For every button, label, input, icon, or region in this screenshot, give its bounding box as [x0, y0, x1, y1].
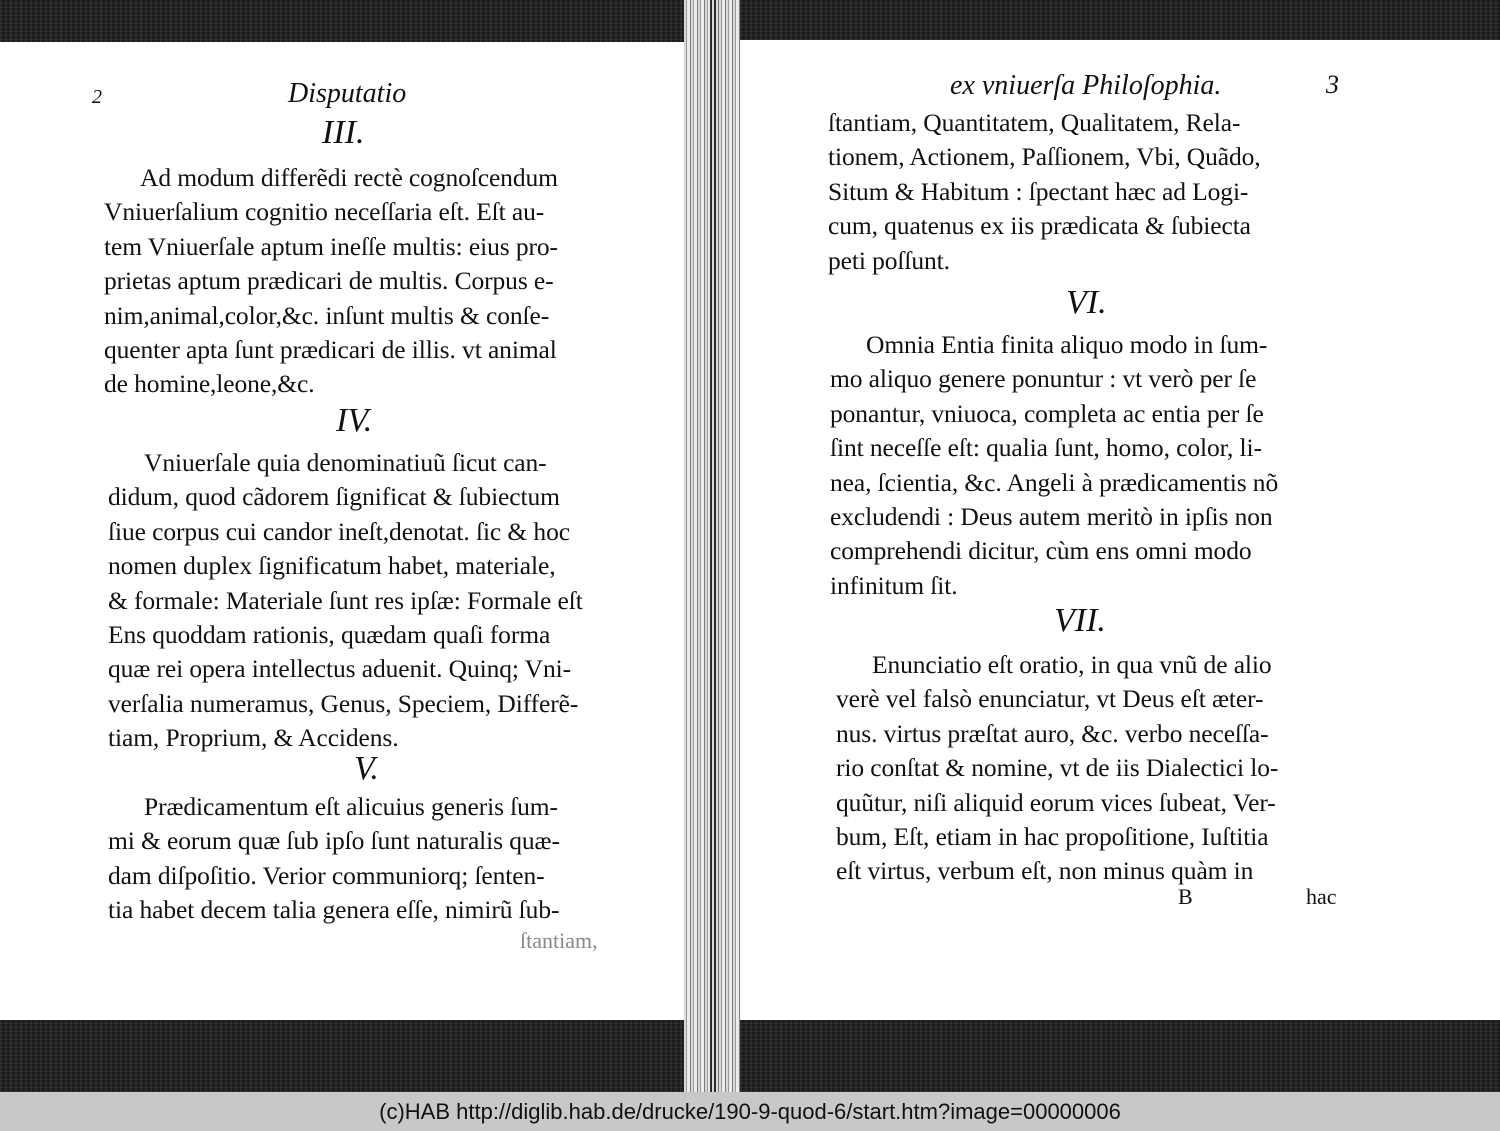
text-line: infinitum ſit.: [830, 570, 958, 600]
section-numeral-vi: VI.: [1066, 284, 1107, 321]
text-line: ſtantiam, Quantitatem, Qualitatem, Rela-: [828, 108, 1241, 137]
text-line: dam diſpoſitio. Verior communiorq; ſenten-: [108, 860, 545, 890]
continuation-text: [828, 106, 1261, 278]
text-line: Ens quoddam rationis, quædam quaſi forma: [108, 619, 551, 649]
text-line: tionem, Actionem, Paſſionem, Vbi, Quãdo,: [828, 142, 1261, 172]
text-line: nus. virtus præſtat auro, &c. verbo neceſſa-: [836, 718, 1269, 748]
text-line: Vniuerſalium cognitio neceſſaria eſt. Eſt au-: [104, 197, 545, 227]
section-vii-text: [836, 648, 1278, 889]
left-folio: 2: [92, 86, 102, 108]
text-line: nomen duplex ſignificatum habet, materiale,: [108, 551, 556, 581]
text-line: cum, quatenus ex iis prædicata & ſubiecta: [828, 211, 1251, 241]
text-line: verè vel falsò enunciatur, vt Deus eſt æter-: [836, 684, 1264, 714]
text-line: Situm & Habitum : ſpectant hæc ad Logi-: [828, 176, 1249, 206]
right-catchword: hac: [1306, 884, 1337, 909]
signature-mark: B: [1178, 884, 1193, 909]
text-line: peti poſſunt.: [828, 245, 950, 275]
text-line: didum, quod cãdorem ſignificat & ſubiectum: [108, 482, 560, 512]
text-line: quenter apta ſunt prædicari de illis. vt animal: [104, 334, 557, 364]
text-line: ſiue corpus cui candor ineſt,denotat. ſic & hoc: [108, 516, 570, 546]
text-line: ſint neceſſe eſt: qualia ſunt, homo, color, li-: [830, 433, 1262, 463]
right-folio: 3: [1326, 70, 1339, 99]
text-line: mi & eorum quæ ſub ipſo ſunt naturalis quæ-: [108, 826, 560, 856]
section-vi-text: [830, 328, 1278, 603]
left-running-title: Disputatio: [288, 78, 407, 109]
text-line: comprehendi dicitur, cùm ens omni modo: [830, 536, 1252, 566]
section-numeral-vii: VII.: [1054, 602, 1106, 639]
text-line: de homine,leone,&c.: [104, 369, 315, 399]
left-catchword: ſtantiam,: [520, 928, 598, 953]
text-line: mo aliquo genere ponuntur : vt verò per ſe: [830, 364, 1257, 394]
gutter-fold: [710, 0, 718, 1092]
left-page: [0, 42, 684, 1020]
text-line: verſalia numeramus, Genus, Speciem, Differẽ-: [108, 688, 579, 718]
section-numeral-iii: III.: [322, 114, 365, 151]
section-iv-text: [108, 446, 583, 756]
text-line: Enunciatio eſt oratio, in qua vnũ de alio: [872, 650, 1272, 679]
book-gutter: [684, 0, 740, 1092]
section-v-text: [108, 790, 560, 928]
right-running-title: ex vniuerſa Philoſophia.: [950, 70, 1222, 101]
text-line: ponantur, vniuoca, completa ac entia per ſe: [830, 398, 1264, 428]
text-line: tia habet decem talia genera eſſe, nimirũ ſub-: [108, 895, 560, 925]
credit-text: (c)HAB http://diglib.hab.de/drucke/190-9-quod-6/start.htm?image=00000006: [379, 1098, 1121, 1124]
text-line: tem Vniuerſale aptum ineſſe multis: eius pro-: [104, 231, 558, 261]
text-line: quæ rei opera intellectus aduenit. Quinq; Vni-: [108, 654, 572, 684]
text-line: Vniuerſale quia denominatiuũ ſicut can-: [144, 448, 547, 477]
credit-footer: [0, 1092, 1500, 1131]
text-line: bum, Eſt, etiam in hac propoſitione, Iuſtitia: [836, 821, 1269, 851]
text-line: Omnia Entia finita aliquo modo in ſum-: [866, 330, 1268, 359]
text-line: prietas aptum prædicari de multis. Corpus e-: [104, 266, 554, 296]
section-numeral-v: V.: [354, 750, 379, 787]
text-line: quũtur, niſi aliquid eorum vices ſubeat, Ver-: [836, 787, 1276, 817]
text-line: tiam, Proprium, & Accidens.: [108, 723, 399, 753]
section-numeral-iv: IV.: [336, 402, 373, 439]
text-line: Ad modum differẽdi rectè cognoſcendum: [140, 163, 558, 192]
right-page: [740, 40, 1500, 1020]
text-line: eſt virtus, verbum eſt, non minus quàm in: [836, 856, 1254, 886]
text-line: nea, ſcientia, &c. Angeli à prædicamentis nõ: [830, 467, 1279, 497]
text-line: Prædicamentum eſt alicuius generis ſum-: [144, 792, 558, 821]
text-line: excludendi : Deus autem meritò in ipſis non: [830, 501, 1273, 531]
text-line: rio conſtat & nomine, vt de iis Dialectici lo-: [836, 753, 1279, 783]
text-line: nim,animal,color,&c. inſunt multis & conſe-: [104, 300, 550, 330]
text-line: & formale: Materiale ſunt res ipſæ: Formale eſt: [108, 585, 583, 615]
section-iii-text: [104, 161, 558, 402]
